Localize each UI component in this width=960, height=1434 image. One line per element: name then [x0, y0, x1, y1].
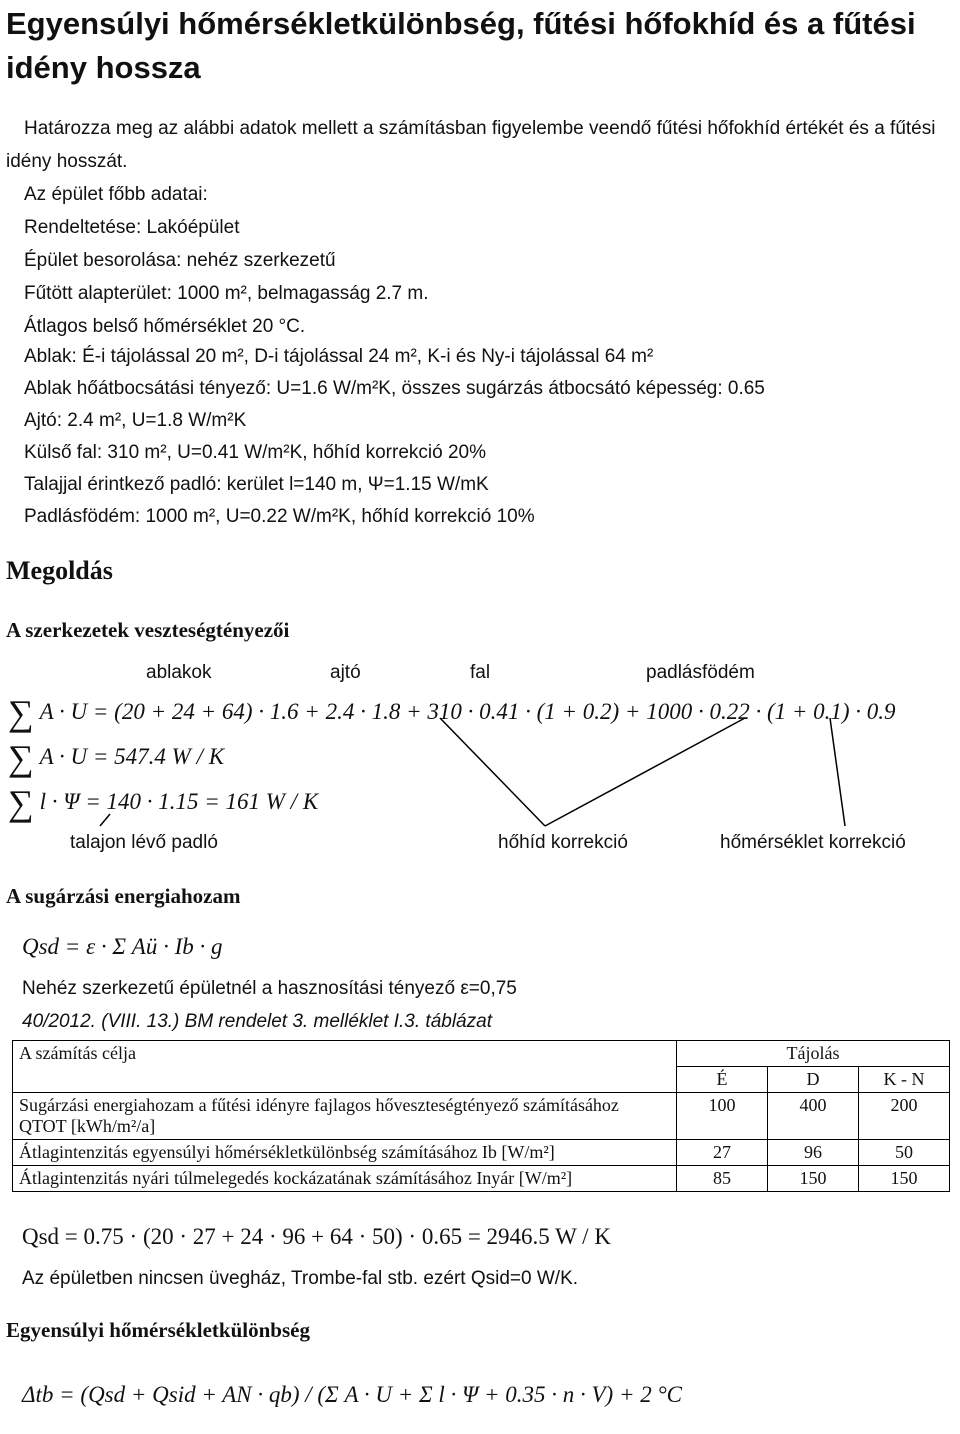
label-temperature-correction: hőmérséklet korrekció	[720, 832, 906, 853]
label-ceiling: padlásfödém	[646, 662, 755, 683]
label-door: ajtó	[330, 662, 361, 683]
table-row	[13, 1093, 950, 1140]
table-header-south: D	[768, 1067, 859, 1093]
page-title: Egyensúlyi hőmérsékletkülönbség, fűtési hőfokhíd és a fűtési idény hossza	[6, 6, 916, 85]
intro-line: Fűtött alapterület: 1000 m², belmagasság 2.7 m.	[24, 283, 429, 304]
table-cell: 27	[677, 1140, 768, 1166]
label-windows: ablakok	[146, 662, 212, 683]
intro-line: Ablak hőátbocsátási tényező: U=1.6 W/m²K, összes sugárzás átbocsátó képesség: 0.65	[24, 378, 765, 399]
table-cell-label: Sugárzási energiahozam a fűtési idényre fajlagos hőveszteségtényező számításához QTOT [kWh/m²/a]	[13, 1093, 677, 1140]
arrow-temperature	[830, 718, 845, 826]
table-header-orientation: Tájolás	[677, 1041, 950, 1067]
solar-conclusion: Az épületben nincsen üvegház, Trombe-fal stb. ezért Qsid=0 W/K.	[22, 1268, 579, 1289]
intro-line: Épület besorolása: nehéz szerkezetű	[24, 250, 336, 271]
table-row	[13, 1041, 950, 1067]
intro-line: Talajjal érintkező padló: kerület l=140 m, Ψ=1.15 W/mK	[24, 474, 489, 495]
sigma-symbol: ∑	[8, 693, 34, 733]
table-cell-label: Átlagintenzitás egyensúlyi hőmérsékletkülönbség számításához Ib [W/m²]	[13, 1140, 677, 1166]
intro-line: Ablak: É-i tájolással 20 m², D-i tájolással 24 m², K-i és Ny-i tájolással 64 m²	[24, 346, 654, 367]
intro-line: Külső fal: 310 m², U=0.41 W/m²K, hőhíd korrekció 20%	[24, 442, 487, 463]
task-text: Határozza meg az alábbi adatok mellett a számításban figyelembe veendő fűtési hőfokhíd értékét és a fűtési idény hosszát.	[6, 118, 936, 172]
equation-text: A · U = (20 + 24 + 64) · 1.6 + 2.4 · 1.8 + 310 · 0.41 · (1 + 0.2) + 1000 · 0.22 · (1 + 0.1) · 0.9	[39, 699, 896, 724]
table-cell: 50	[859, 1140, 950, 1166]
intro-line: Padlásfödém: 1000 m², U=0.22 W/m²K, hőhíd korrekció 10%	[24, 506, 535, 527]
solar-formula: Qsd = ε · Σ Aü · Ib · g	[22, 934, 223, 959]
solar-result: Qsd = 0.75 · (20 · 27 + 24 · 96 + 64 · 50) · 0.65 = 2946.5 W / K	[22, 1224, 611, 1249]
balance-formula: Δtb = (Qsd + Qsid + AN · qb) / (Σ A · U + Σ l · Ψ + 0.35 · n · V) + 2 °C	[22, 1382, 683, 1407]
arrow-ground-floor	[100, 814, 110, 826]
intro-line: Átlagos belső hőmérséklet 20 °C.	[24, 316, 306, 337]
arrow-thermal-bridge	[545, 718, 745, 826]
sigma-symbol: ∑	[8, 783, 34, 823]
table-row	[13, 1140, 950, 1166]
table-header-purpose: A számítás célja	[13, 1041, 677, 1093]
solar-heading: A sugárzási energiahozam	[6, 884, 241, 908]
intro-line: Az épület főbb adatai:	[24, 184, 208, 205]
balance-heading: Egyensúlyi hőmérsékletkülönbség	[6, 1318, 310, 1342]
intro-line: Ajtó: 2.4 m², U=1.8 W/m²K	[24, 410, 247, 431]
table-cell: 100	[677, 1093, 768, 1140]
solar-note: Nehéz szerkezetű épületnél a hasznosítási tényező ε=0,75	[22, 978, 517, 999]
table-cell: 96	[768, 1140, 859, 1166]
solution-heading: Megoldás	[6, 556, 113, 585]
label-thermal-bridge: hőhíd korrekció	[498, 832, 628, 853]
table-cell: 400	[768, 1093, 859, 1140]
table-cell-label: Átlagintenzitás nyári túlmelegedés kockázatának számításához Inyár [W/m²]	[13, 1166, 677, 1192]
table-header-north: É	[677, 1067, 768, 1093]
table-row	[13, 1166, 950, 1192]
arrow-thermal-bridge	[440, 718, 545, 826]
table-header-east-west: K - N	[859, 1067, 950, 1093]
table-cell: 150	[859, 1166, 950, 1192]
solar-table	[12, 1040, 950, 1192]
table-cell: 200	[859, 1093, 950, 1140]
equation-text: A · U = 547.4 W / K	[39, 744, 225, 769]
losses-heading: A szerkezetek veszteségtényezői	[6, 618, 290, 642]
intro-line: Rendeltetése: Lakóépület	[24, 217, 240, 238]
annotation-arrows	[0, 693, 960, 840]
solar-reference: 40/2012. (VIII. 13.) BM rendelet 3. melléklet I.3. táblázat	[22, 1011, 492, 1032]
label-wall: fal	[470, 662, 491, 683]
label-ground-floor: talajon lévő padló	[70, 832, 218, 853]
equation-text: l · Ψ = 140 · 1.15 = 161 W / K	[39, 789, 319, 814]
table-cell: 85	[677, 1166, 768, 1192]
table-cell: 150	[768, 1166, 859, 1192]
sigma-symbol: ∑	[8, 738, 34, 778]
